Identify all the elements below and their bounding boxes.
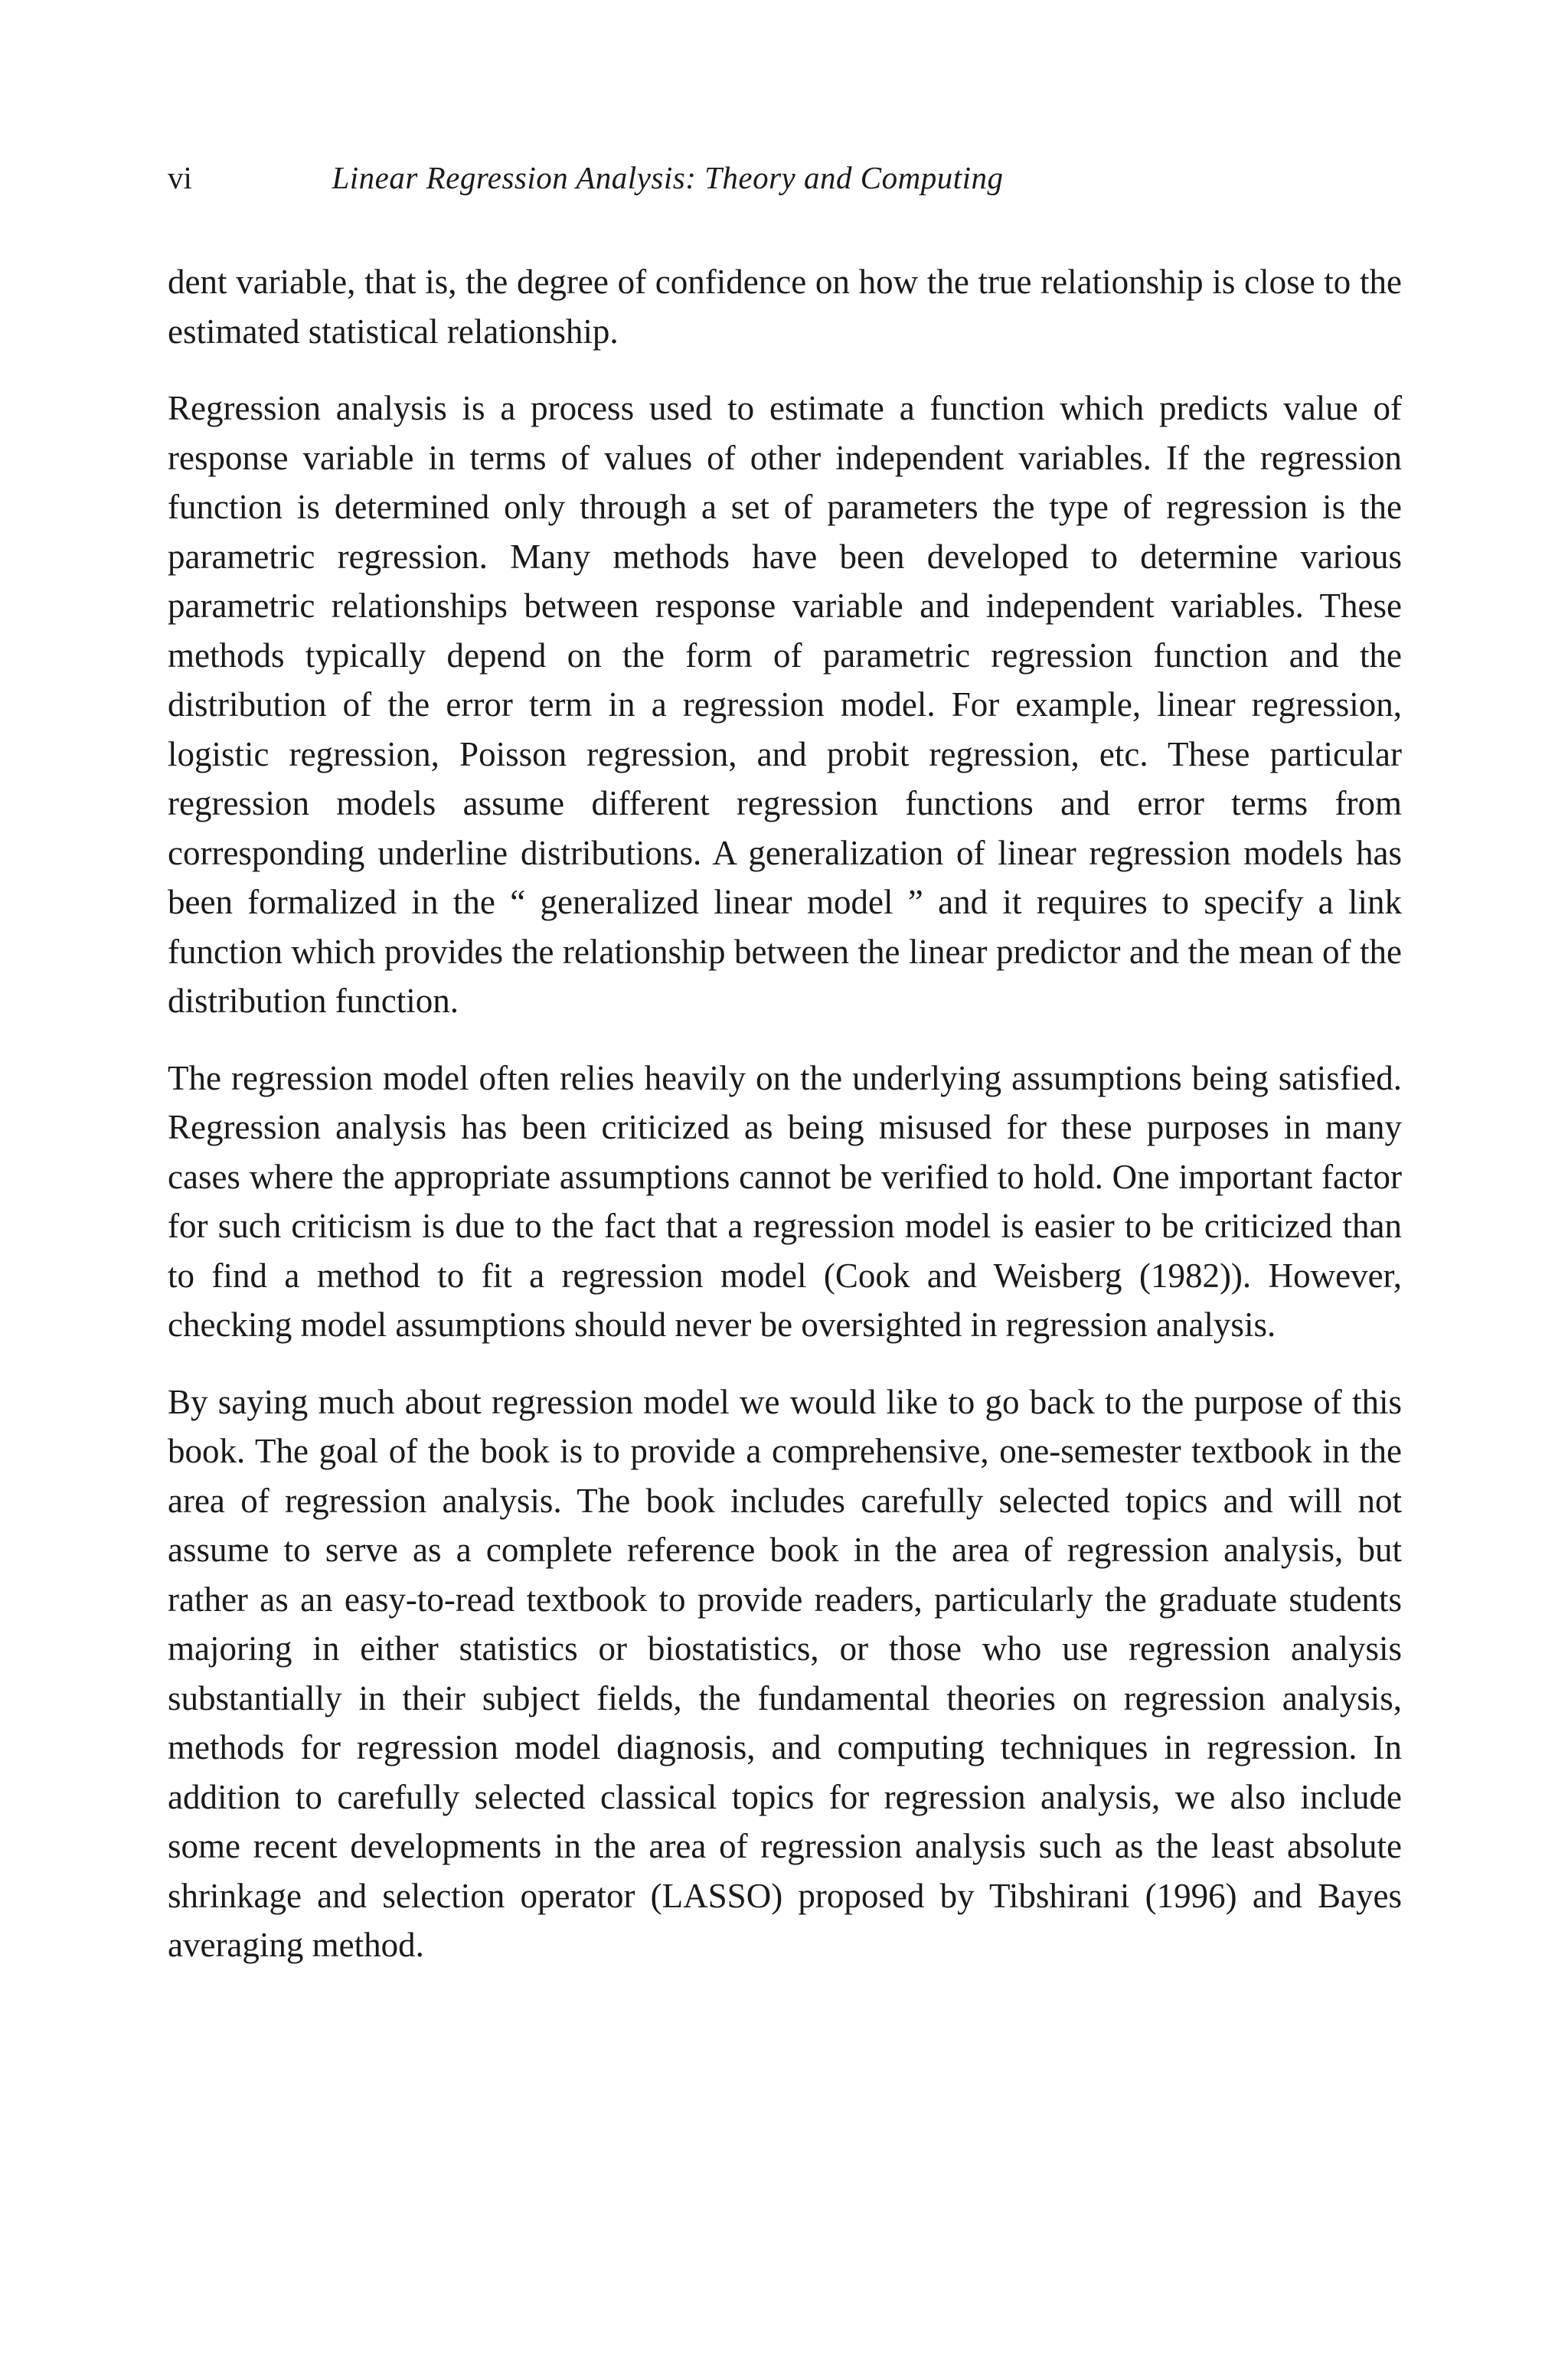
- paragraph-book-purpose: By saying much about regression model we would like to go back to the purpose of this book. The goal of the book is to provide a comprehensive, one-semester textbook in the area of regression analysis. The book includes carefully selected topics and will not assume to serve as a complete reference book in the area of regression analysis, but rather as an easy-to-read textbook to provide readers, particularly the graduate students majoring in either statistics or biostatistics, or those who use regression analysis substantially in their subject fields, the fundamental theories on regression analysis, methods for regression model diagnosis, and computing techniques in regression. In addition to carefully selected classical topics for regression analysis, we also include some recent developments in the area of regression analysis such as the least absolute shrinkage and selection operator (LASSO) proposed by Tibshirani (1996) and Bayes averaging method.: [168, 1382, 1402, 1964]
- running-head: [168, 155, 1168, 201]
- page-number: vi: [168, 160, 192, 195]
- paragraph-continuation: dent variable, that is, the degree of confidence on how the true relationship is close to the estimated statistical relationship.: [168, 263, 1402, 351]
- running-title: Linear Regression Analysis: Theory and Computing: [332, 160, 1004, 195]
- paragraph-assumptions: The regression model often relies heavily on the underlying assumptions being satisfied. Regression analysis has been criticized as being misused for these purposes in many cases where the appropriate assumptions cannot be verified to hold. One important factor for such criticism is due to the fact that a regression model is easier to be criticized than to find a method to fit a regression model (Cook and Weisberg (1982)). However, checking model assumptions should never be oversighted in regression analysis.: [168, 1058, 1402, 1344]
- body-text: [168, 257, 1402, 1998]
- paragraph-regression-definition: Regression analysis is a process used to estimate a function which predicts value of response variable in terms of values of other independent variables. If the regression function is determined only through a set of parameters the type of regression is the parametric regression. Many methods have been developed to determine various parametric relationships between response variable and independent variables. These methods typically depend on the form of parametric regression function and the distribution of the error term in a regression model. For example, linear regression, logistic regression, Poisson regression, and probit regression, etc. These particular regression models assume different regression functions and error terms from corresponding underline distributions. A generalization of linear regression models has been formalized in the “ generalized linear model ” and it requires to specify a link function which provides the relationship between the linear predictor and the mean of the distribution function.: [168, 389, 1402, 1020]
